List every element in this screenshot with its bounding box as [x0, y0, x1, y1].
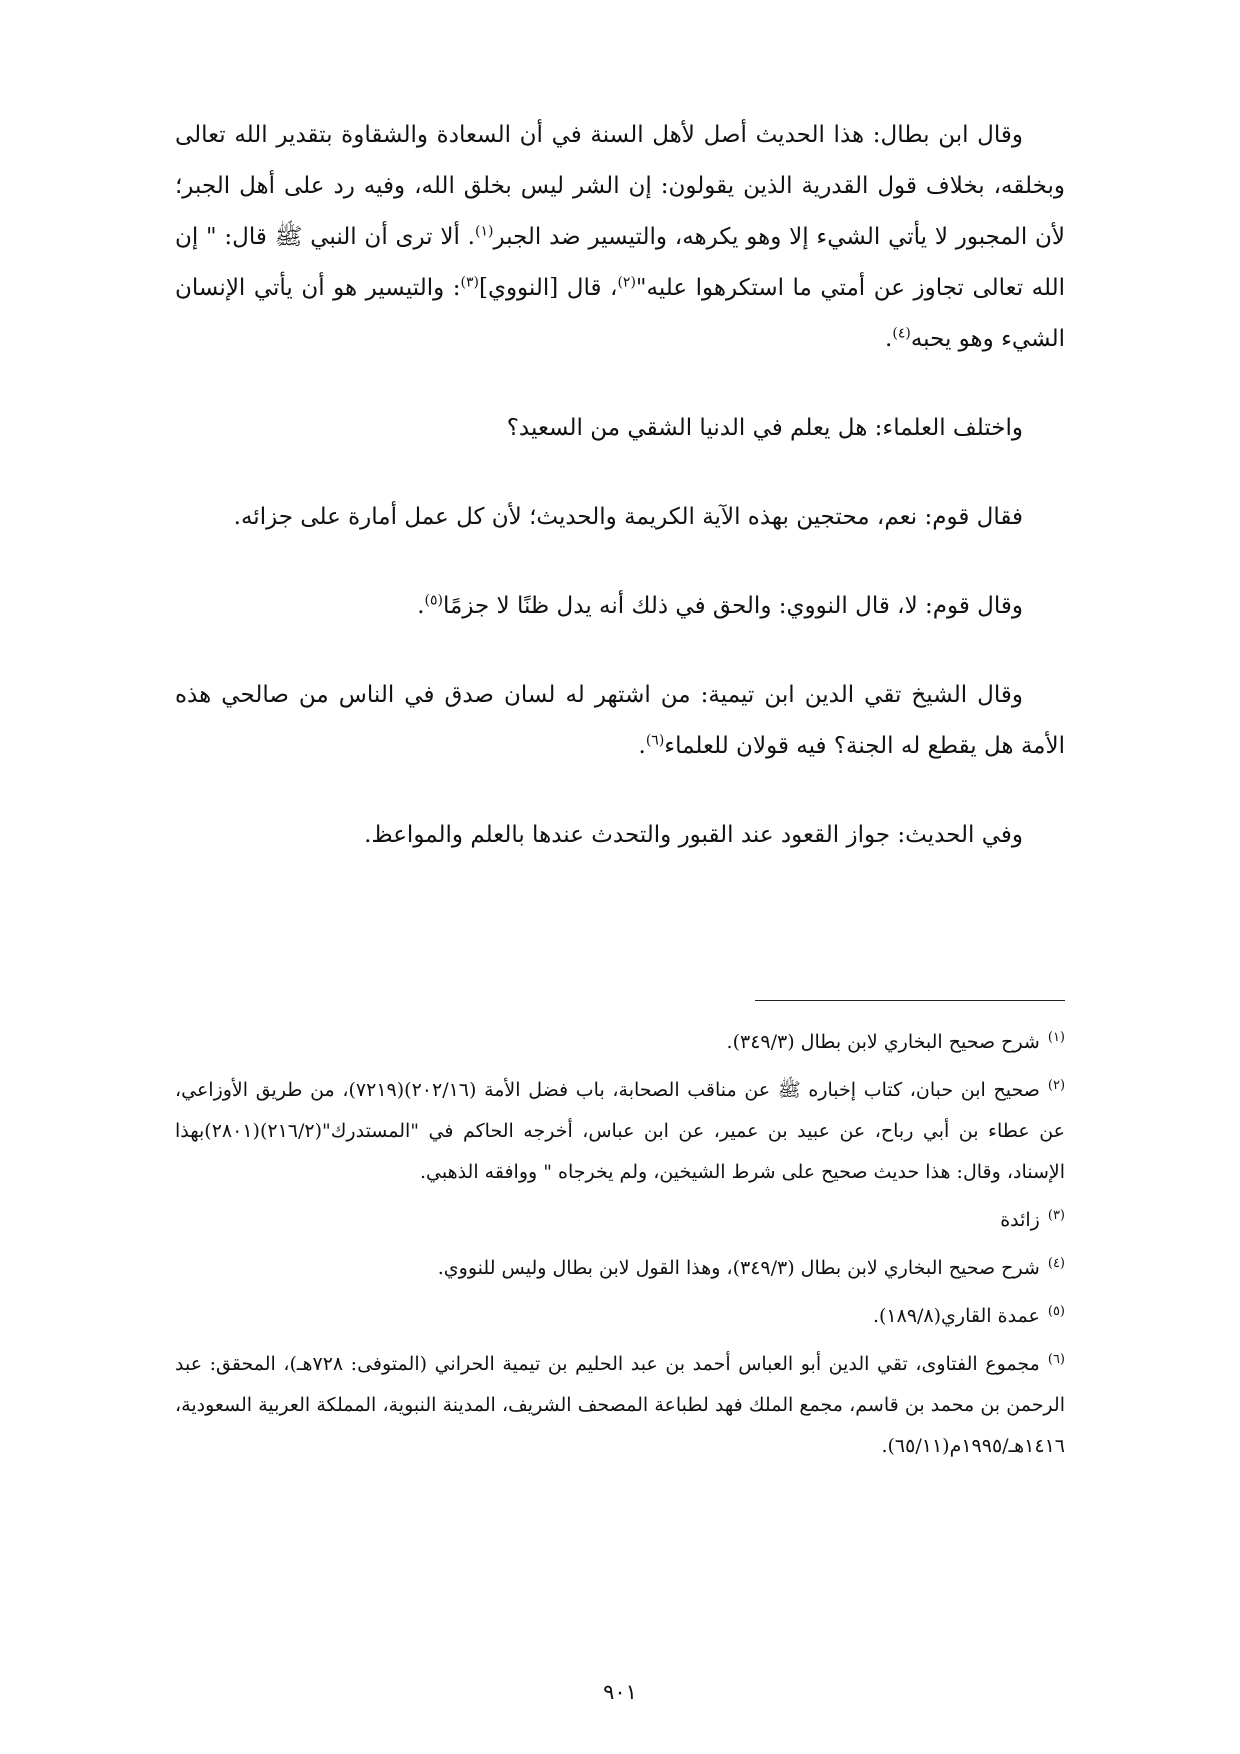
- paragraph-ibn-taymiyyah: [175, 670, 1065, 772]
- paragraph-some-said-yes: فقال قوم: نعم، محتجين بهذه الآية الكريمة والحديث؛ لأن كل عمل أمارة على جزائه.: [233, 504, 1023, 530]
- paragraph-ibn-battal: [175, 110, 1065, 365]
- footnote-ref-2[interactable]: (٢): [617, 274, 636, 291]
- footnote-text: شرح صحيح البخاري لابن بطال (٣٤٩/٣).: [726, 1031, 1040, 1053]
- paragraph-text: .: [638, 733, 646, 759]
- footnote-ref-1[interactable]: (١): [474, 223, 494, 240]
- paragraph-hadith-benefit: وفي الحديث: جواز القعود عند القبور والتحدث عندها بالعلم والمواعظ.: [364, 822, 1023, 848]
- footnote-5: [175, 1296, 1065, 1337]
- paragraph-text: .: [885, 326, 893, 352]
- page-number: ٩٠١: [603, 1680, 637, 1704]
- footnote-ref-3[interactable]: (٣): [460, 274, 479, 291]
- footnote-number: (٤): [1047, 1255, 1065, 1271]
- footnote-number: (٥): [1047, 1303, 1065, 1319]
- paragraph-text: ، قال [النووي]: [478, 275, 618, 301]
- footnote-separator: [755, 1000, 1065, 1001]
- footnote-text: مجموع الفتاوى، تقي الدين أبو العباس أحمد بن عبد الحليم بن تيمية الحراني (المتوفى: ٧٢٨هـ)، المحقق: عبد الرحمن بن محمد بن قاسم، مجمع الملك فهد لطباعة المصحف الشريف، المدينة النبوية، المملكة العربية السعودية، ١٤١٦هـ/١٩٩٥م(٦٥/١١).: [175, 1353, 1065, 1457]
- footnotes: [175, 1022, 1065, 1474]
- footnote-4: [175, 1248, 1065, 1289]
- paragraph-scholars-differ: واختلف العلماء: هل يعلم في الدنيا الشقي من السعيد؟: [506, 415, 1023, 441]
- paragraph-text: وقال الشيخ تقي الدين ابن تيمية: من اشتهر له لسان صدق في الناس من صالحي هذه الأمة هل يقطع له الجنة؟ فيه قولان للعلماء: [175, 682, 1065, 759]
- footnote-1: [175, 1022, 1065, 1063]
- paragraph-text: .: [417, 593, 425, 619]
- paragraph-text: : والتيسير هو أن يأتي الإنسان الشيء وهو يحبه: [175, 275, 1065, 352]
- footnote-ref-4[interactable]: (٤): [892, 325, 911, 342]
- footnote-ref-6[interactable]: (٦): [645, 732, 665, 749]
- paragraph-some-said-no: [175, 581, 1065, 632]
- footnote-number: (٦): [1047, 1351, 1065, 1367]
- footnote-text: عمدة القاري(١٨٩/٨).: [872, 1305, 1040, 1327]
- footnote-text: شرح صحيح البخاري لابن بطال (٣٤٩/٣)، وهذا القول لابن بطال وليس للنووي.: [437, 1257, 1040, 1279]
- footnote-2: [175, 1070, 1065, 1193]
- paragraph-text: . ألا ترى أن النبي ﷺ قال: " إن الله تعالى تجاوز عن أمتي ما استكرهوا عليه": [175, 224, 1066, 301]
- footnote-ref-5[interactable]: (٥): [424, 592, 443, 609]
- footnote-6: [175, 1344, 1065, 1467]
- footnote-number: (٣): [1047, 1207, 1065, 1223]
- paragraph-text: وقال ابن بطال: هذا الحديث أصل لأهل السنة في أن السعادة والشقاوة بتقدير الله تعالى وبخلقه، بخلاف قول القدرية الذين يقولون: إن الشر ليس بخلق الله، وفيه رد على أهل الجبر؛ لأن المجبور لا يأتي الشيء إلا وهو يكرهه، والتيسير ضد الجبر: [175, 122, 1065, 250]
- footnote-3: [175, 1200, 1065, 1241]
- main-text: [175, 110, 1065, 861]
- paragraph-text: وقال قوم: لا، قال النووي: والحق في ذلك أنه يدل ظنًا لا جزمًا: [443, 593, 1023, 619]
- footnote-text: صحيح ابن حبان، كتاب إخباره ﷺ عن مناقب الصحابة، باب فضل الأمة (٢٠٢/١٦)(٧٢١٩)، من طريق الأوزاعي، عن عطاء بن أبي رباح، عن عبيد بن عمير، عن ابن عباس، أخرجه الحاكم في "المستدرك"(٢١٦/٢)(٢٨٠١)بهذا الإسناد، وقال: هذا حديث صحيح على شرط الشيخين، ولم يخرجاه " ووافقه الذهبي.: [175, 1079, 1065, 1183]
- footnote-number: (١): [1047, 1029, 1065, 1045]
- footnote-number: (٢): [1047, 1077, 1066, 1093]
- footnote-text: زائدة: [1000, 1209, 1040, 1231]
